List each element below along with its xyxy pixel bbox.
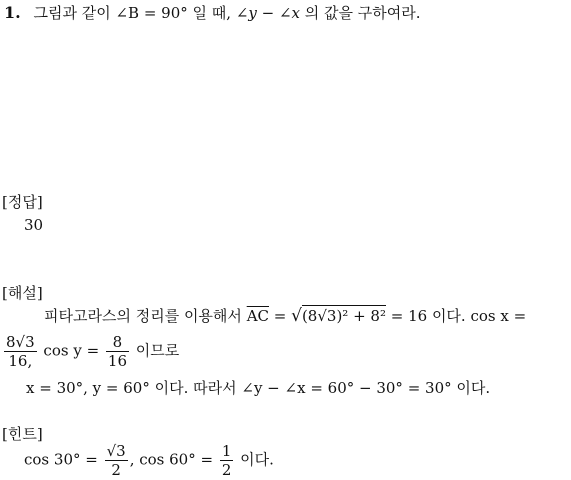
- sqrt-expression: (8√3)² + 8²: [301, 307, 386, 325]
- answer-label: [정답]: [2, 193, 43, 211]
- fraction-numerator: 1: [221, 442, 232, 460]
- fraction-denominator: 16,: [8, 352, 33, 370]
- hint-cos60: , cos 60° =: [129, 450, 218, 469]
- fraction-sqrt3-over-2: [105, 442, 128, 479]
- fraction-numerator: 8√3: [6, 333, 35, 351]
- fraction-8-over-16: [106, 333, 129, 370]
- question-text-c: 의 값을 구하여라.: [300, 4, 421, 22]
- fraction-numerator: √3: [106, 442, 126, 460]
- explanation-line1-end: = 16 이다. cos x =: [385, 307, 527, 325]
- hint-line: [24, 442, 274, 479]
- explanation-line2-end: 이므로: [131, 341, 180, 360]
- segment-ac: $\overline{AC}$: [246, 307, 269, 325]
- question-text-b: ∠y − ∠x: [235, 4, 300, 22]
- sqrt-sign: √: [291, 306, 302, 326]
- cos-y-text: cos y =: [38, 341, 104, 360]
- fraction-numerator: 8: [106, 333, 129, 352]
- fraction-denominator: 2: [221, 461, 232, 479]
- answer-value: 30: [24, 216, 44, 234]
- explanation-line1-text: 피타고라스의 정리를 이용해서: [44, 307, 247, 325]
- explanation-label: [해설]: [2, 284, 43, 302]
- question-number: 1.: [4, 3, 21, 22]
- question-line: [4, 2, 421, 23]
- explanation-line-2: [2, 333, 179, 370]
- explanation-line-1: [44, 305, 526, 326]
- explanation-eq: =: [269, 307, 292, 325]
- fraction-1-over-2: [220, 442, 234, 479]
- hint-label: [힌트]: [2, 425, 43, 443]
- explanation-line-3: x = 30°, y = 60° 이다. 따라서 ∠y − ∠x = 60° − 30° = 30° 이다.: [26, 379, 491, 397]
- fraction-8sqrt3-over-16: [4, 333, 37, 370]
- fraction-denominator: 2: [111, 461, 121, 479]
- fraction-denominator: 16: [107, 352, 127, 370]
- hint-end: 이다.: [235, 450, 274, 469]
- question-text-a: 그림과 같이 ∠B = 90° 일 때,: [33, 4, 236, 22]
- hint-cos30: cos 30° =: [24, 450, 103, 469]
